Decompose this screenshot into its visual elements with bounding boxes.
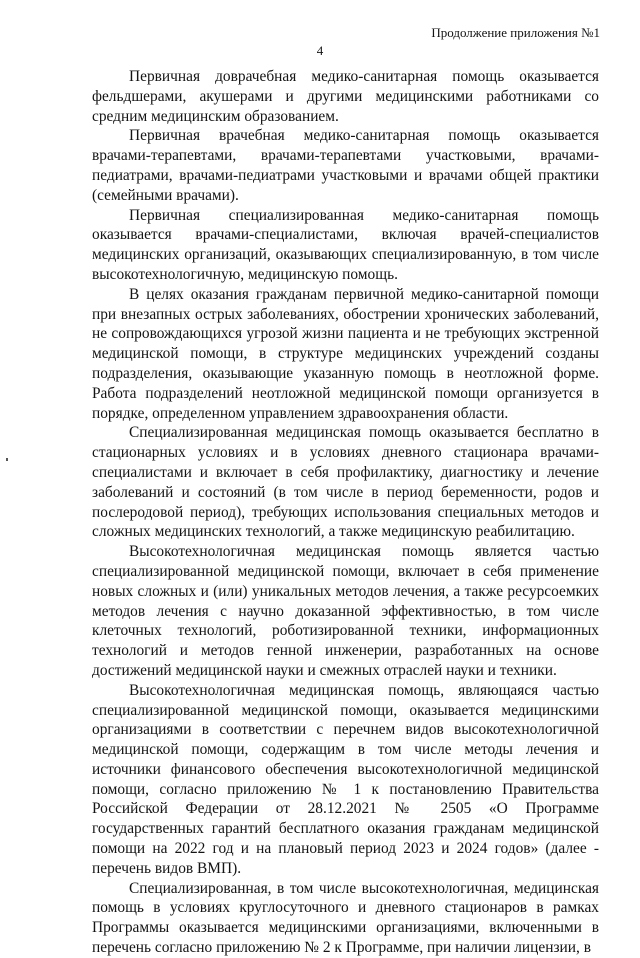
paragraph-high-tech-care-organizations: Высокотехнологичная медицинская помощь, являющаяся частью специализированной медицинской помощи, оказывается медицинскими организациями в соответствии с перечнем видов высокотехнологичной медицинской помощи, содержащим в том числе методы лечения и источники финансового обеспечения высокотехнологичной медицинской помощи, согласно приложению № 1 к постановлению Правительства Российской Федерации от 28.12.2021 № 2505 «О Программе государственных гарантий бесплатного оказания гражданам медицинской помощи на 2022 год и на плановый период 2023 и 2024 годов» (далее - перечень видов ВМП). bbox=[92, 681, 599, 877]
paragraph-inpatient-care-provision: Специализированная, в том числе высокотехнологичная, медицинская помощь в условиях круглосуточного и дневного стационаров в рамках Программы оказывается медицинскими организациями, включенными в перечень согласно приложению № 2 к Программе, при наличии лицензии, в bbox=[92, 879, 599, 957]
appendix-continuation-note: Продолжение приложения №1 bbox=[431, 25, 600, 40]
paragraph-primary-physician-care: Первичная врачебная медико-санитарная помощь оказывается врачами-терапевтами, врачами-терапевтами участковыми, врачами-педиатрами, врачами-педиатрами участковыми и врачами общей практики (семейными врачами). bbox=[92, 127, 599, 204]
paragraph-primary-prehospital-care: Первичная доврачебная медико-санитарная помощь оказывается фельдшерами, акушерами и другими медицинскими работниками со средним медицинским образованием. bbox=[92, 68, 599, 125]
paragraph-specialized-care: Специализированная медицинская помощь оказывается бесплатно в стационарных условиях и в условиях дневного стационара врачами-специалистами и включает в себя профилактику, диагностику и лечение заболеваний и состояний (в том числе в период беременности, родов и послеродовой период), требующих использования специальных методов и сложных медицинских технологий, а также медицинскую реабилитацию. bbox=[92, 424, 599, 541]
paragraph-high-tech-care-definition: Высокотехнологичная медицинская помощь является частью специализированной медицинской помощи, включает в себя применение новых сложных и (или) уникальных методов лечения, а также ресурсоемких методов лечения с научно доказанной эффективностью, в том числе клеточных технологий, роботизированной техники, информационных технологий и методов генной инженерии, разработанных на основе достижений медицинской науки и смежных отраслей науки и техники. bbox=[92, 543, 599, 679]
paragraph-urgent-care-units: В целях оказания гражданам первичной медико-санитарной помощи при внезапных острых заболеваниях, обострении хронических заболеваний, не сопровождающихся угрозой жизни пациента и не требующих экстренной медицинской помощи, в структуре медицинских учреждений созданы подразделения, оказывающие указанную помощь в неотложной форме. Работа подразделений неотложной медицинской помощи организуется в порядке, определенном управлением здравоохранения области. bbox=[92, 285, 599, 422]
scan-edge-mark bbox=[6, 458, 8, 461]
body-text bbox=[92, 67, 599, 958]
paragraph-primary-specialized-care: Первичная специализированная медико-санитарная помощь оказывается врачами-специалистами, включая врачей-специалистов медицинских организаций, оказывающих специализированную, в том числе высокотехнологичную, медицинскую помощь. bbox=[92, 206, 599, 283]
page-number: 4 bbox=[316, 43, 324, 58]
